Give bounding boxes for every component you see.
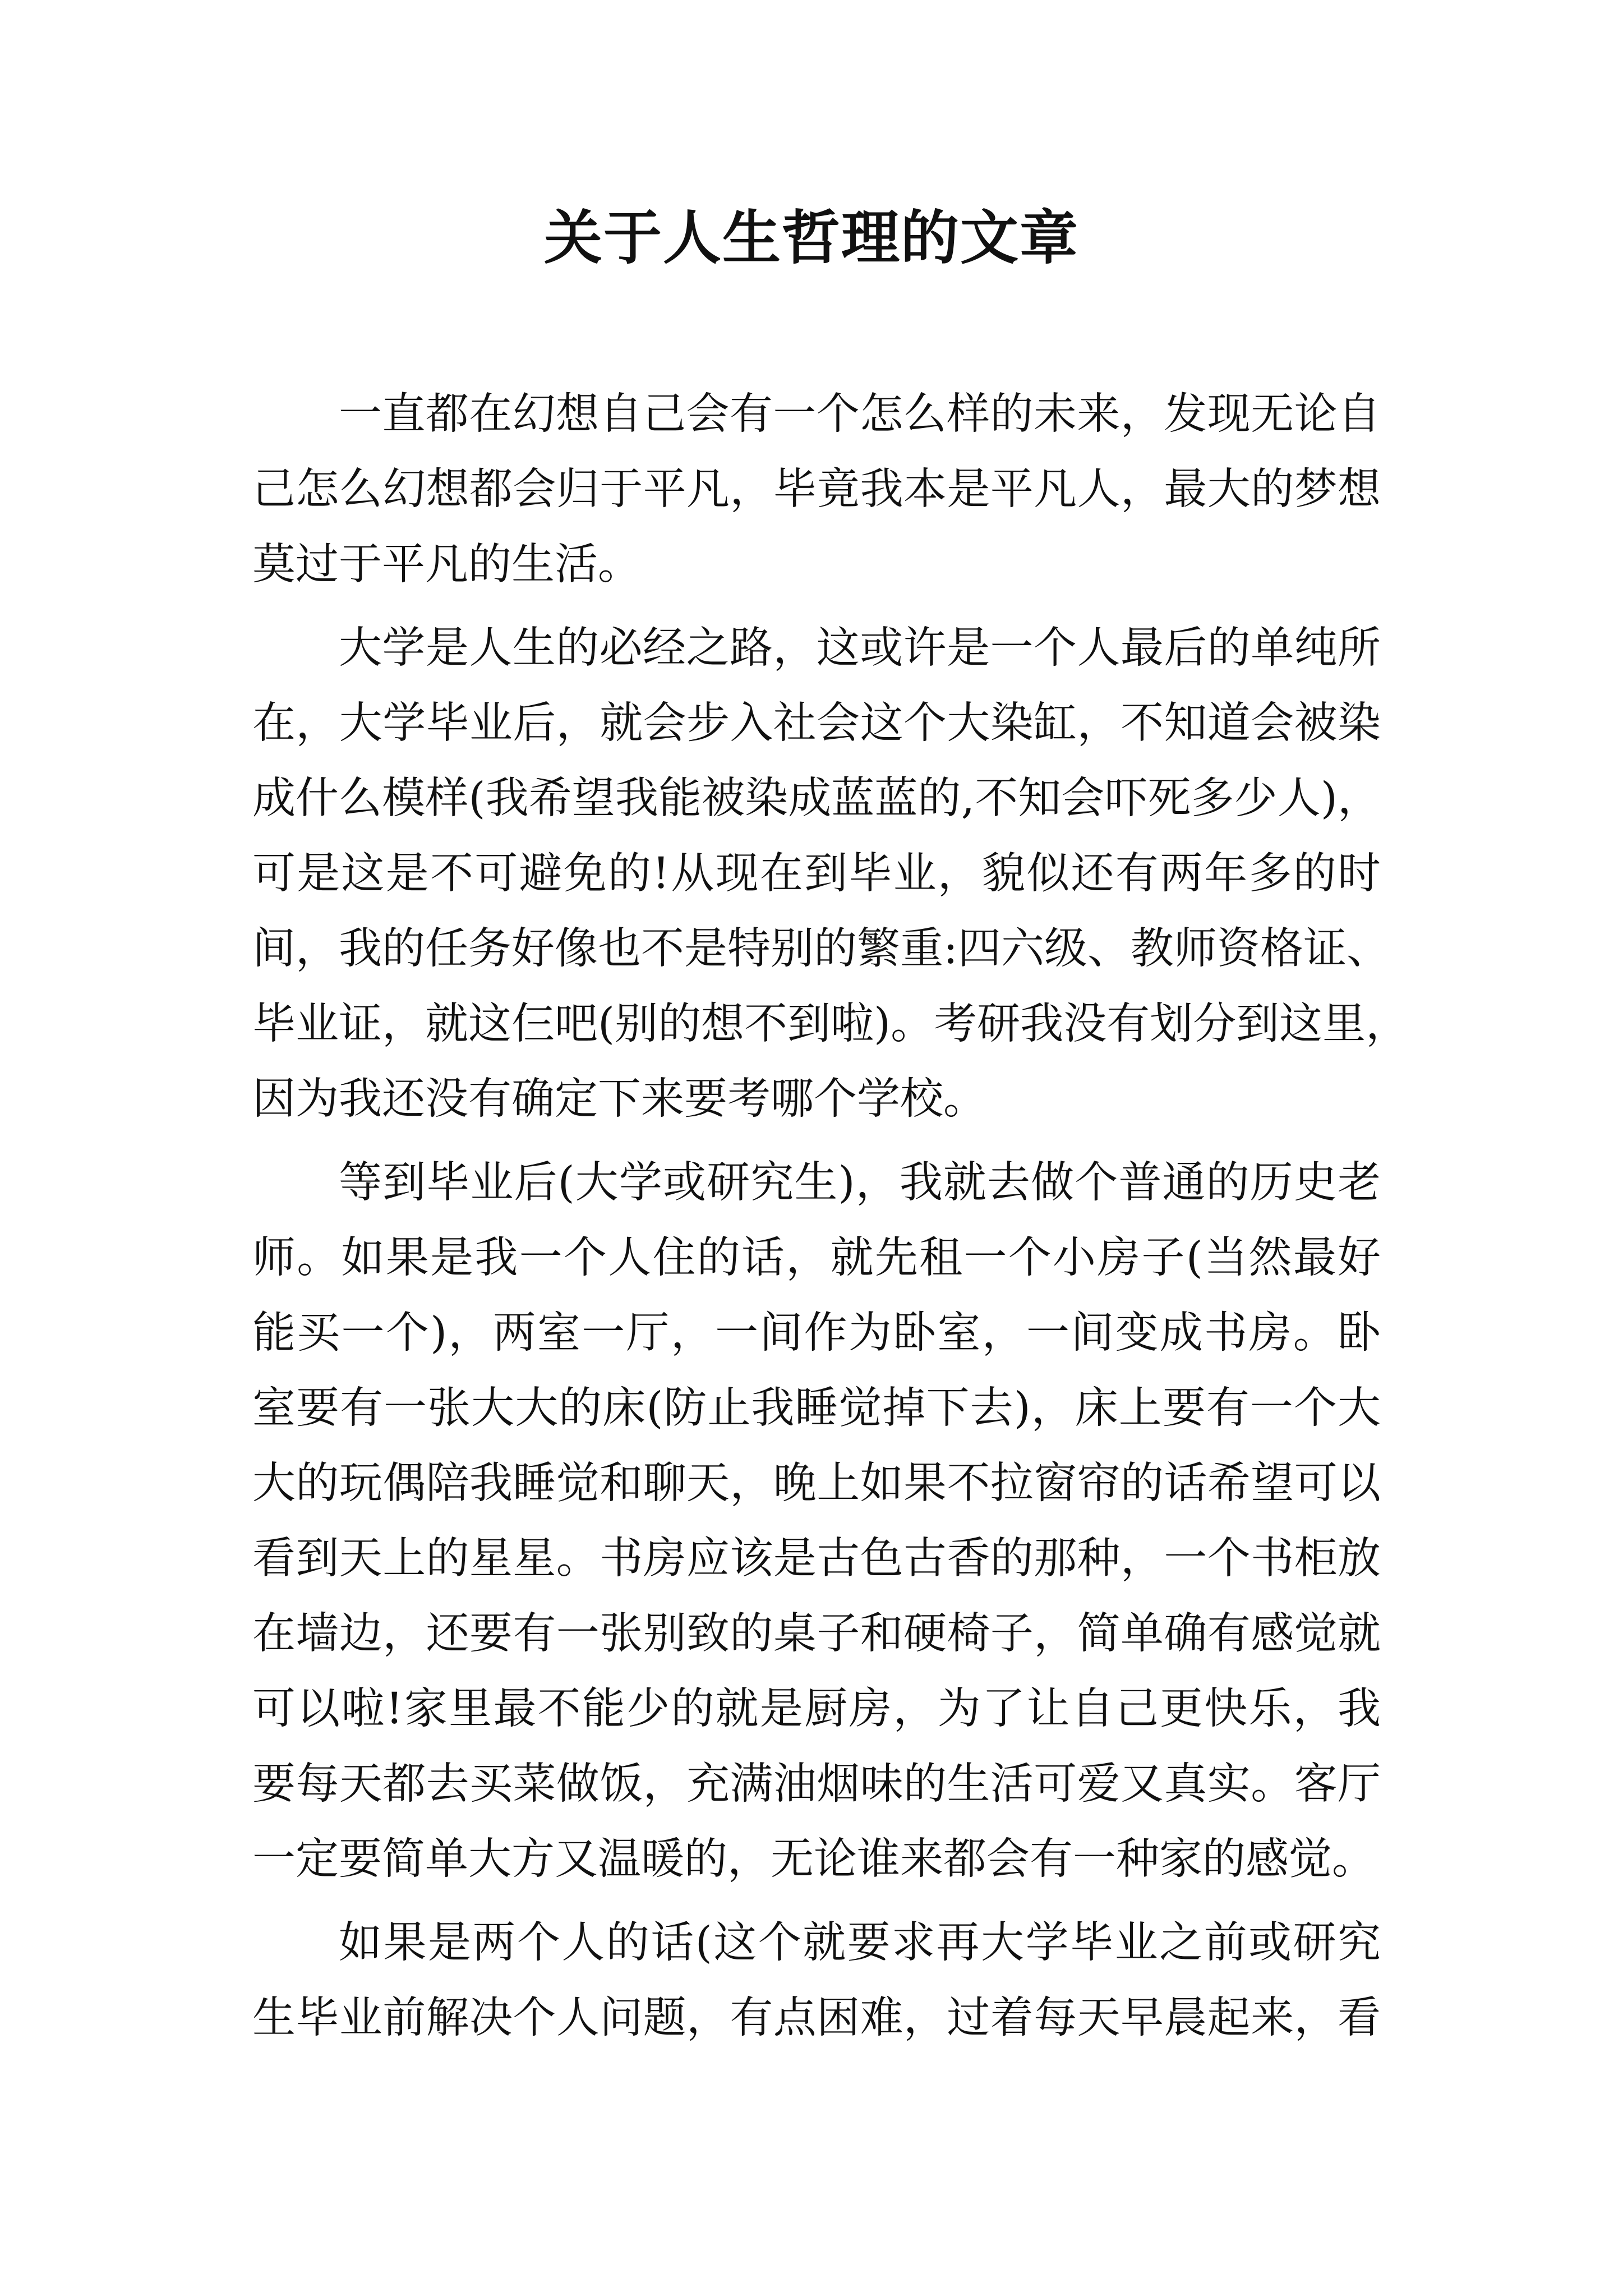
text-line: 莫过于平凡的生活。 xyxy=(252,540,641,590)
paragraph-3 xyxy=(252,1145,1381,1897)
document-title: 关于人生哲理的文章 xyxy=(543,203,1079,272)
text-line: 一定要简单大方又温暖的，无论谁来都会有一种家的感觉。 xyxy=(252,1834,1375,1884)
text-line: 在，大学毕业后，就会步入社会这个大染缸，不知道会被染 xyxy=(252,698,1381,748)
paragraph-4 xyxy=(252,1906,1381,2056)
text-line: 大的玩偶陪我睡觉和聊天，晚上如果不拉窗帘的话希望可以 xyxy=(252,1458,1381,1508)
text-line: 室要有一张大大的床(防止我睡觉掉下去)，床上要有一个大 xyxy=(252,1383,1381,1433)
text-line: 毕业证，就这仨吧(别的想不到啦)。考研我没有划分到这里， xyxy=(252,999,1409,1049)
document-body xyxy=(252,377,1409,2064)
paragraph-2 xyxy=(252,611,1409,1137)
text-line: 一直都在幻想自己会有一个怎么样的未来，发现无论自 xyxy=(339,389,1381,439)
text-line: 己怎么幻想都会归于平凡，毕竟我本是平凡人，最大的梦想 xyxy=(252,464,1381,514)
text-line: 间，我的任务好像也不是特别的繁重:四六级、教师资格证、 xyxy=(252,924,1390,974)
text-line: 成什么模样(我希望我能被染成蓝蓝的,不知会吓死多少人)， xyxy=(252,774,1381,823)
text-line: 如果是两个人的话(这个就要求再大学毕业之前或研究 xyxy=(339,1918,1381,1968)
text-line: 大学是人生的必经之路，这或许是一个人最后的单纯所 xyxy=(339,623,1381,673)
text-line: 看到天上的星星。书房应该是古色古香的那种，一个书柜放 xyxy=(252,1534,1381,1584)
text-line: 等到毕业后(大学或研究生)，我就去做个普通的历史老 xyxy=(339,1158,1381,1208)
text-line: 可以啦!家里最不能少的就是厨房，为了让自己更快乐，我 xyxy=(252,1684,1381,1734)
text-line: 要每天都去买菜做饭，充满油烟味的生活可爱又真实。客厅 xyxy=(252,1759,1381,1809)
text-line: 在墙边，还要有一张别致的桌子和硬椅子，简单确有感觉就 xyxy=(252,1609,1381,1659)
text-line: 生毕业前解决个人问题，有点困难，过着每天早晨起来，看 xyxy=(252,1993,1381,2043)
paragraph-1 xyxy=(252,377,1381,602)
text-line: 师。如果是我一个人住的话，就先租一个小房子(当然最好 xyxy=(252,1233,1381,1283)
text-line: 因为我还没有确定下来要考哪个学校。 xyxy=(252,1074,986,1124)
text-line: 可是这是不可避免的!从现在到毕业，貌似还有两年多的时 xyxy=(252,849,1381,899)
text-line: 能买一个)，两室一厅，一间作为卧室，一间变成书房。卧 xyxy=(252,1308,1381,1358)
